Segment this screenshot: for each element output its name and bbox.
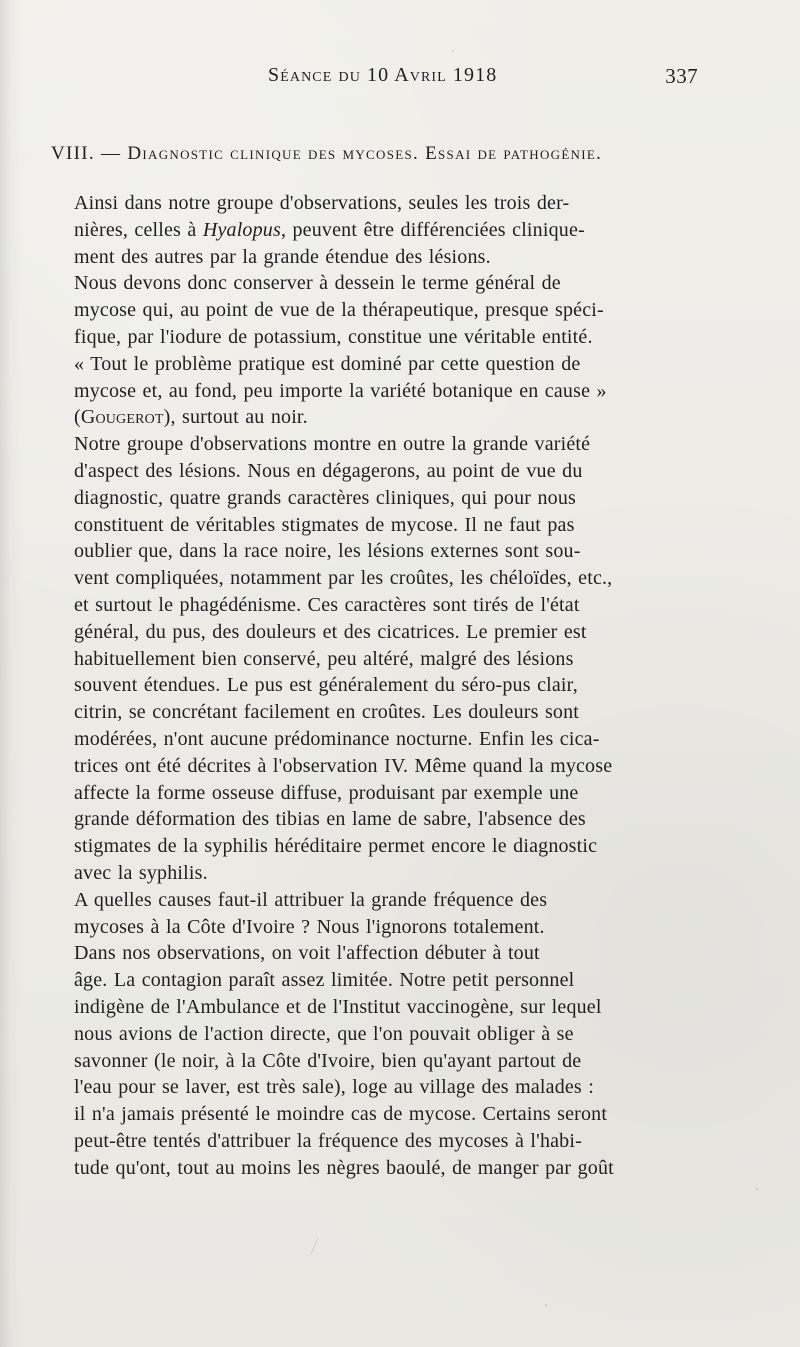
- paragraph-5: [51, 940, 698, 1181]
- text-line: souvent étendues. Le pus est généralement du séro-pus clair,: [74, 674, 578, 697]
- text-line: il n'a jamais présenté le moindre cas de mycose. Certains seront: [74, 1103, 608, 1126]
- text-line: nous avions de l'action directe, que l'on pouvait obliger à se: [74, 1022, 574, 1045]
- text-line: « Tout le problème pratique est dominé par cette question de: [74, 352, 581, 375]
- text-line: mycose et, au fond, peu importe la variété botanique en cause »: [74, 379, 607, 402]
- text-line: mycoses à la Côte d'Ivoire ? Nous l'ignorons totalement.: [74, 915, 545, 938]
- paper-speck: [756, 1188, 758, 1190]
- text-line: l'eau pour se laver, est très sale), loge au village des malades :: [74, 1076, 595, 1099]
- text-line: stigmates de la syphilis héréditaire permet encore le diagnostic: [74, 835, 598, 858]
- italic-taxon: Hyalopus: [202, 218, 281, 241]
- paragraph-2: [51, 270, 698, 431]
- text-line: général, du pus, des douleurs et des cicatrices. Le premier est: [74, 620, 587, 643]
- page-header: [268, 64, 698, 92]
- paper-speck: [545, 1304, 547, 1306]
- author-name: Gougerot: [80, 406, 164, 429]
- text-line: constituent de véritables stigmates de mycose. Il ne faut pas: [74, 513, 575, 536]
- page-number: 337: [665, 64, 698, 88]
- text-line: ment des autres par la grande étendue des lésions.: [74, 245, 491, 268]
- text-line: grande déformation des tibias en lame de sabre, l'absence des: [74, 808, 586, 831]
- text-line: avec la syphilis.: [74, 861, 208, 884]
- text-line: affecte la forme osseuse diffuse, produisant par exemple une: [74, 781, 579, 804]
- text-line: âge. La contagion paraît assez limitée. Notre petit personnel: [74, 969, 575, 992]
- text-line: Ainsi dans notre groupe d'observations, seules les trois der-: [74, 192, 570, 214]
- text-line: savonner (le noir, à la Côte d'Ivoire, bien qu'ayant partout de: [74, 1049, 582, 1072]
- text-line: habituellement bien conservé, peu altéré, malgré des lésions: [74, 647, 574, 670]
- text-line: (Gougerot), surtout au noir.: [74, 406, 308, 429]
- text-line: peut-être tentés d'attribuer la fréquence des mycoses à l'habi-: [74, 1129, 582, 1152]
- section-title: VIII. — Diagnostic clinique des mycoses. Essai de pathogénie.: [51, 143, 603, 164]
- text-line-with-italic: [51, 217, 698, 244]
- text-line: oublier que, dans la race noire, les lésions externes sont sou-: [74, 540, 581, 563]
- text-segment: nières, celles à Hyalopus, peuvent être différenciées clinique-: [74, 218, 585, 241]
- text-line: A quelles causes faut-il attribuer la grande fréquence des: [74, 888, 548, 911]
- text-line: indigène de l'Ambulance et de l'Institut vaccinogène, sur lequel: [74, 995, 602, 1018]
- running-head: Séance du 10 Avril 1918: [268, 64, 498, 86]
- paragraph-1: [51, 190, 698, 270]
- text-line: Notre groupe d'observations montre en outre la grande variété: [74, 433, 591, 456]
- paper-speck: [452, 50, 454, 52]
- text-line: Nous devons donc conserver à dessein le terme général de: [74, 272, 561, 295]
- page-edge-shadow: [0, 0, 22, 1347]
- text-line: mycose qui, au point de vue de la thérapeutique, presque spéci-: [74, 299, 604, 322]
- text-line: trices ont été décrites à l'observation IV. Même quand la mycose: [74, 754, 613, 777]
- paper-speck: [310, 1238, 318, 1255]
- text-line: tude qu'ont, tout au moins les nègres baoulé, de manger par goût: [74, 1156, 614, 1179]
- body-text: [51, 190, 698, 1181]
- text-line: modérées, n'ont aucune prédominance nocturne. Enfin les cica-: [74, 727, 600, 750]
- text-line: vent compliquées, notamment par les croûtes, les chéloïdes, etc.,: [74, 567, 613, 590]
- text-line: citrin, se concrétant facilement en croûtes. Les douleurs sont: [74, 701, 580, 724]
- paragraph-4: [51, 887, 698, 941]
- text-line: diagnostic, quatre grands caractères cliniques, qui pour nous: [74, 486, 577, 509]
- text-line: et surtout le phagédénisme. Ces caractères sont tirés de l'état: [74, 593, 580, 616]
- paragraph-3: [51, 431, 698, 887]
- text-line: fique, par l'iodure de potassium, constitue une véritable entité.: [74, 325, 593, 348]
- text-line: Dans nos observations, on voit l'affection débuter à tout: [74, 942, 540, 965]
- text-line: d'aspect des lésions. Nous en dégagerons, au point de vue du: [74, 459, 583, 482]
